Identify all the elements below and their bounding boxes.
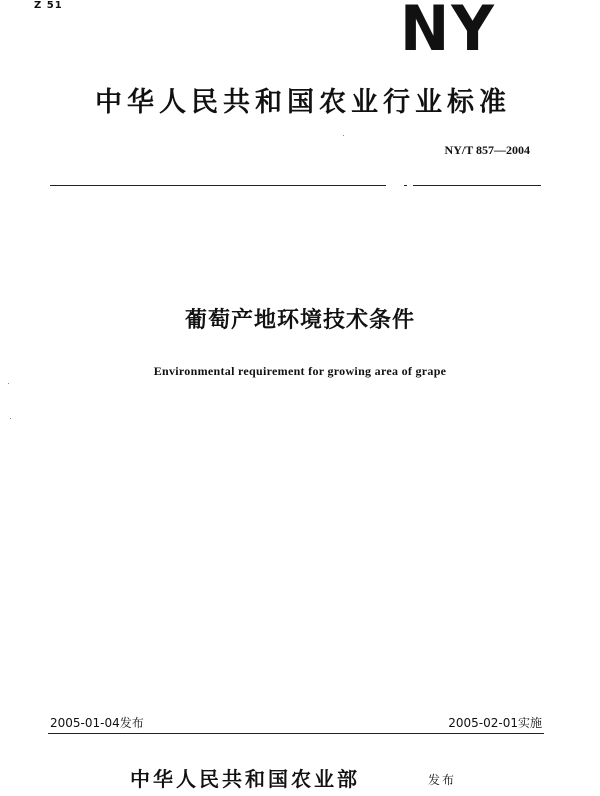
publisher-suffix: 发布 — [428, 773, 457, 787]
scan-speck — [8, 383, 9, 384]
document-title: 葡萄产地环境技术条件 — [184, 308, 415, 333]
standard-title: 中华人民共和国农业行业标准 — [95, 87, 511, 118]
ny-logo: NY — [400, 0, 496, 65]
header-rule-left — [50, 185, 386, 186]
standard-number: NY/T 857—2004 — [444, 143, 530, 157]
scan-speck — [10, 418, 11, 419]
header-rule-gap-mark — [404, 185, 407, 186]
document-subtitle: Environmental requirement for growing area of grape — [153, 364, 447, 378]
scan-speck — [343, 135, 344, 136]
header-rule-right — [413, 185, 541, 186]
implementation-date: 2005-02-01实施 — [448, 716, 542, 730]
footer-rule — [48, 733, 544, 734]
issue-date: 2005-01-04发布 — [50, 716, 144, 730]
publisher: 中华人民共和国农业部 — [130, 767, 360, 791]
classification-code: Z 51 — [34, 0, 63, 11]
